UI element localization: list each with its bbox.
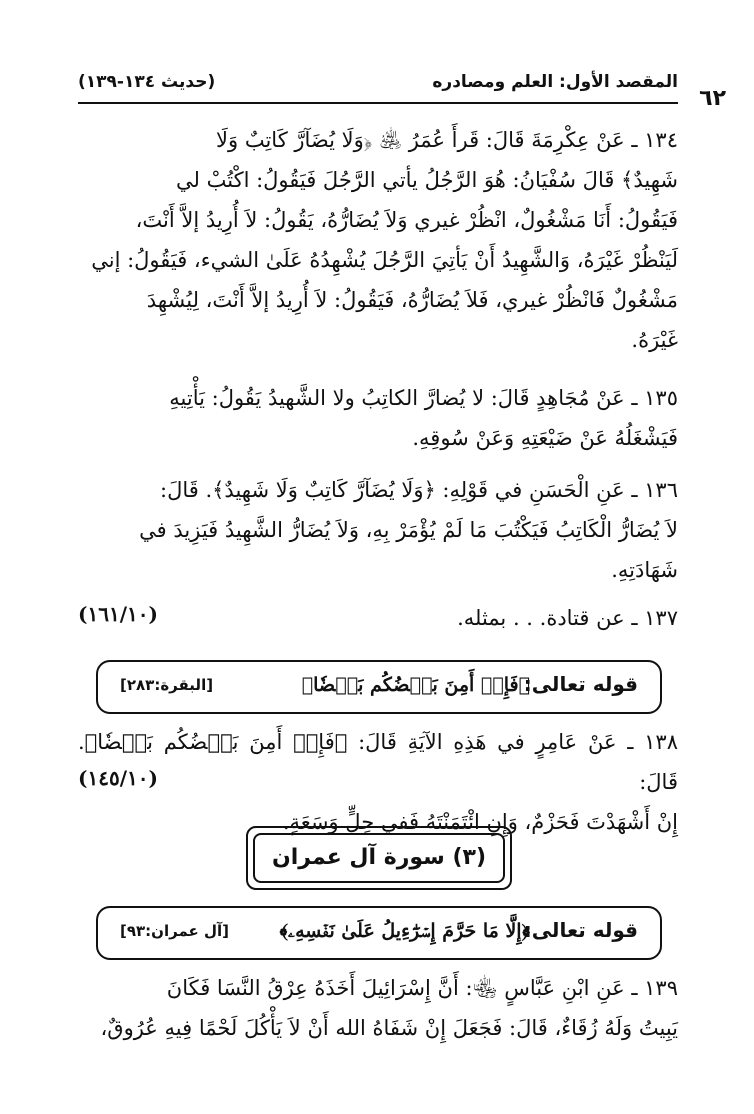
hadith-134-line-4: لَيَنْظُرْ غَيْرَهُ، وَالشَّهِيدُ أَنْ يَأتِيَ الرَّجُلَ يُشْهِدُهُ عَلَىٰ الشيء، فَيَقُولُ: إني	[91, 248, 678, 272]
hadith-136-line-3: شَهَادَتِهِ.	[611, 558, 678, 582]
hadith-134-line-2: شَهِيدٌ﴾ قَالَ سُفْيَانُ: هُوَ الرَّجُلُ يأتي الرَّجُلَ فَيَقُولُ: اكْتُبْ لي	[176, 168, 678, 192]
hadith-139-line-1: ١٣٩ ـ عَنِ ابْنِ عَبَّاسٍ ﵄: أَنَّ إِسْرَائِيلَ أَخَذَهُ عِرْقُ النَّسَا فَكَانَ	[166, 976, 678, 1000]
hadith-134-line-3: فَيَقُولُ: أَنَا مَشْغُولٌ، انْظُرْ غيري وَلاَ يُضَارُّهُ، يَقُولُ: لاَ أُرِيدُ إلاَّ أَنْتَ،	[135, 208, 678, 232]
hadith-139-line-2: يَبِيتُ وَلَهُ زُقَاءٌ، قَالَ: فَجَعَلَ إِنْ شَفَاهُ الله أَنْ لاَ يَأْكُلَ لَحْمًا فِيهِ عُرُوقٌ،	[100, 1016, 678, 1040]
verse-heading-text: ﴿إِلَّا مَا حَرَّمَ إِسۡرَٰٓءِيلُ عَلَىٰ نَفۡسِهِۦ﴾	[279, 920, 530, 942]
hadith-134-line-1: ١٣٤ ـ عَنْ عِكْرِمَةَ قَالَ: قَرأَ عُمَرُ ﵁ ﴿وَلَا يُضَآرَّ كَاتِبٌ وَلَا	[216, 128, 678, 152]
hadith-134-line-6: غَيْرَهُ.	[631, 328, 678, 352]
hadith-134	[78, 120, 678, 360]
hadith-137	[78, 598, 678, 638]
hadith-137-text: ١٣٧ ـ عن قتادة. . . بمثله.	[457, 606, 678, 630]
surah-title: (٣) سورة آل عمران	[253, 833, 505, 883]
hadith-136-line-1: ١٣٦ ـ عَنِ الْحَسَنِ في قَوْلِهِ: ﴿وَلَا يُضَآرَّ كَاتِبٌ وَلَا شَهِيدٌ﴾. قَالَ:	[160, 478, 678, 502]
hadith-138-line-1: ١٣٨ ـ عَنْ عَامِرٍ في هَذِهِ الآيَةِ قَالَ: ﴿فَإِنۡ أَمِنَ بَعۡضُكُم بَعۡضٗا﴾. قَالَ:	[78, 730, 678, 794]
hadith-139	[78, 968, 678, 1048]
hadith-137-reference: (١٦١/١٠)	[78, 602, 158, 626]
hadith-138	[78, 722, 678, 842]
verse-heading-citation: [البقرة:٢٨٣]	[120, 676, 214, 694]
running-header	[78, 62, 678, 104]
page-number: ٦٢	[699, 86, 726, 111]
hadith-135-line-2: فَيَشْغَلُهُ عَنْ ضَيْعَتِهِ وَعَنْ سُوقِهِ.	[412, 426, 678, 450]
verse-heading-al-imran	[96, 906, 662, 960]
hadith-135	[78, 378, 678, 458]
verse-heading-text: ﴿فَإِنۡ أَمِنَ بَعۡضُكُم بَعۡضٗا﴾	[301, 674, 530, 696]
hadith-138-reference: (١٤٥/١٠)	[78, 766, 158, 790]
hadith-135-line-1: ١٣٥ ـ عَنْ مُجَاهِدٍ قَالَ: لا يُضارَّ الكاتِبُ ولا الشَّهيدُ يَقُولُ: يَأْتِيهِ	[169, 386, 678, 410]
verse-heading-citation: [آل عمران:٩٣]	[120, 922, 229, 940]
verse-heading-label: قوله تعالى:	[523, 918, 638, 942]
verse-heading-baqarah	[96, 660, 662, 714]
hadith-136-line-2: لاَ يُضَارُّ الْكَاتِبُ فَيَكْتُبَ مَا لَمْ يُؤْمَرْ بِهِ، وَلاَ يُضَارُّ الشَّهِيدُ فَيَزِيدَ في	[139, 518, 678, 542]
surah-title-box	[246, 826, 512, 890]
hadith-136	[78, 470, 678, 590]
verse-heading-label: قوله تعالى:	[523, 672, 638, 696]
header-hadith-range: (حديث ١٣٤-١٣٩)	[78, 72, 216, 92]
hadith-138-line-2: إِنْ أَشْهَدْتَ فَحَزْمٌ، وَإِنِ ائْتَمَنْتَهُ فَفي حِلٍّ وَسَعَةٍ.	[282, 810, 678, 834]
header-section-title: المقصد الأول: العلم ومصادره	[432, 72, 678, 92]
hadith-134-line-5: مَشْغُولٌ فَانْظُرْ غيري، فَلاَ يُضَارُّهُ، فَيَقُولُ: لاَ أُرِيدُ إلاَّ أَنْتَ، لِيُشْهِدَ	[146, 288, 678, 312]
